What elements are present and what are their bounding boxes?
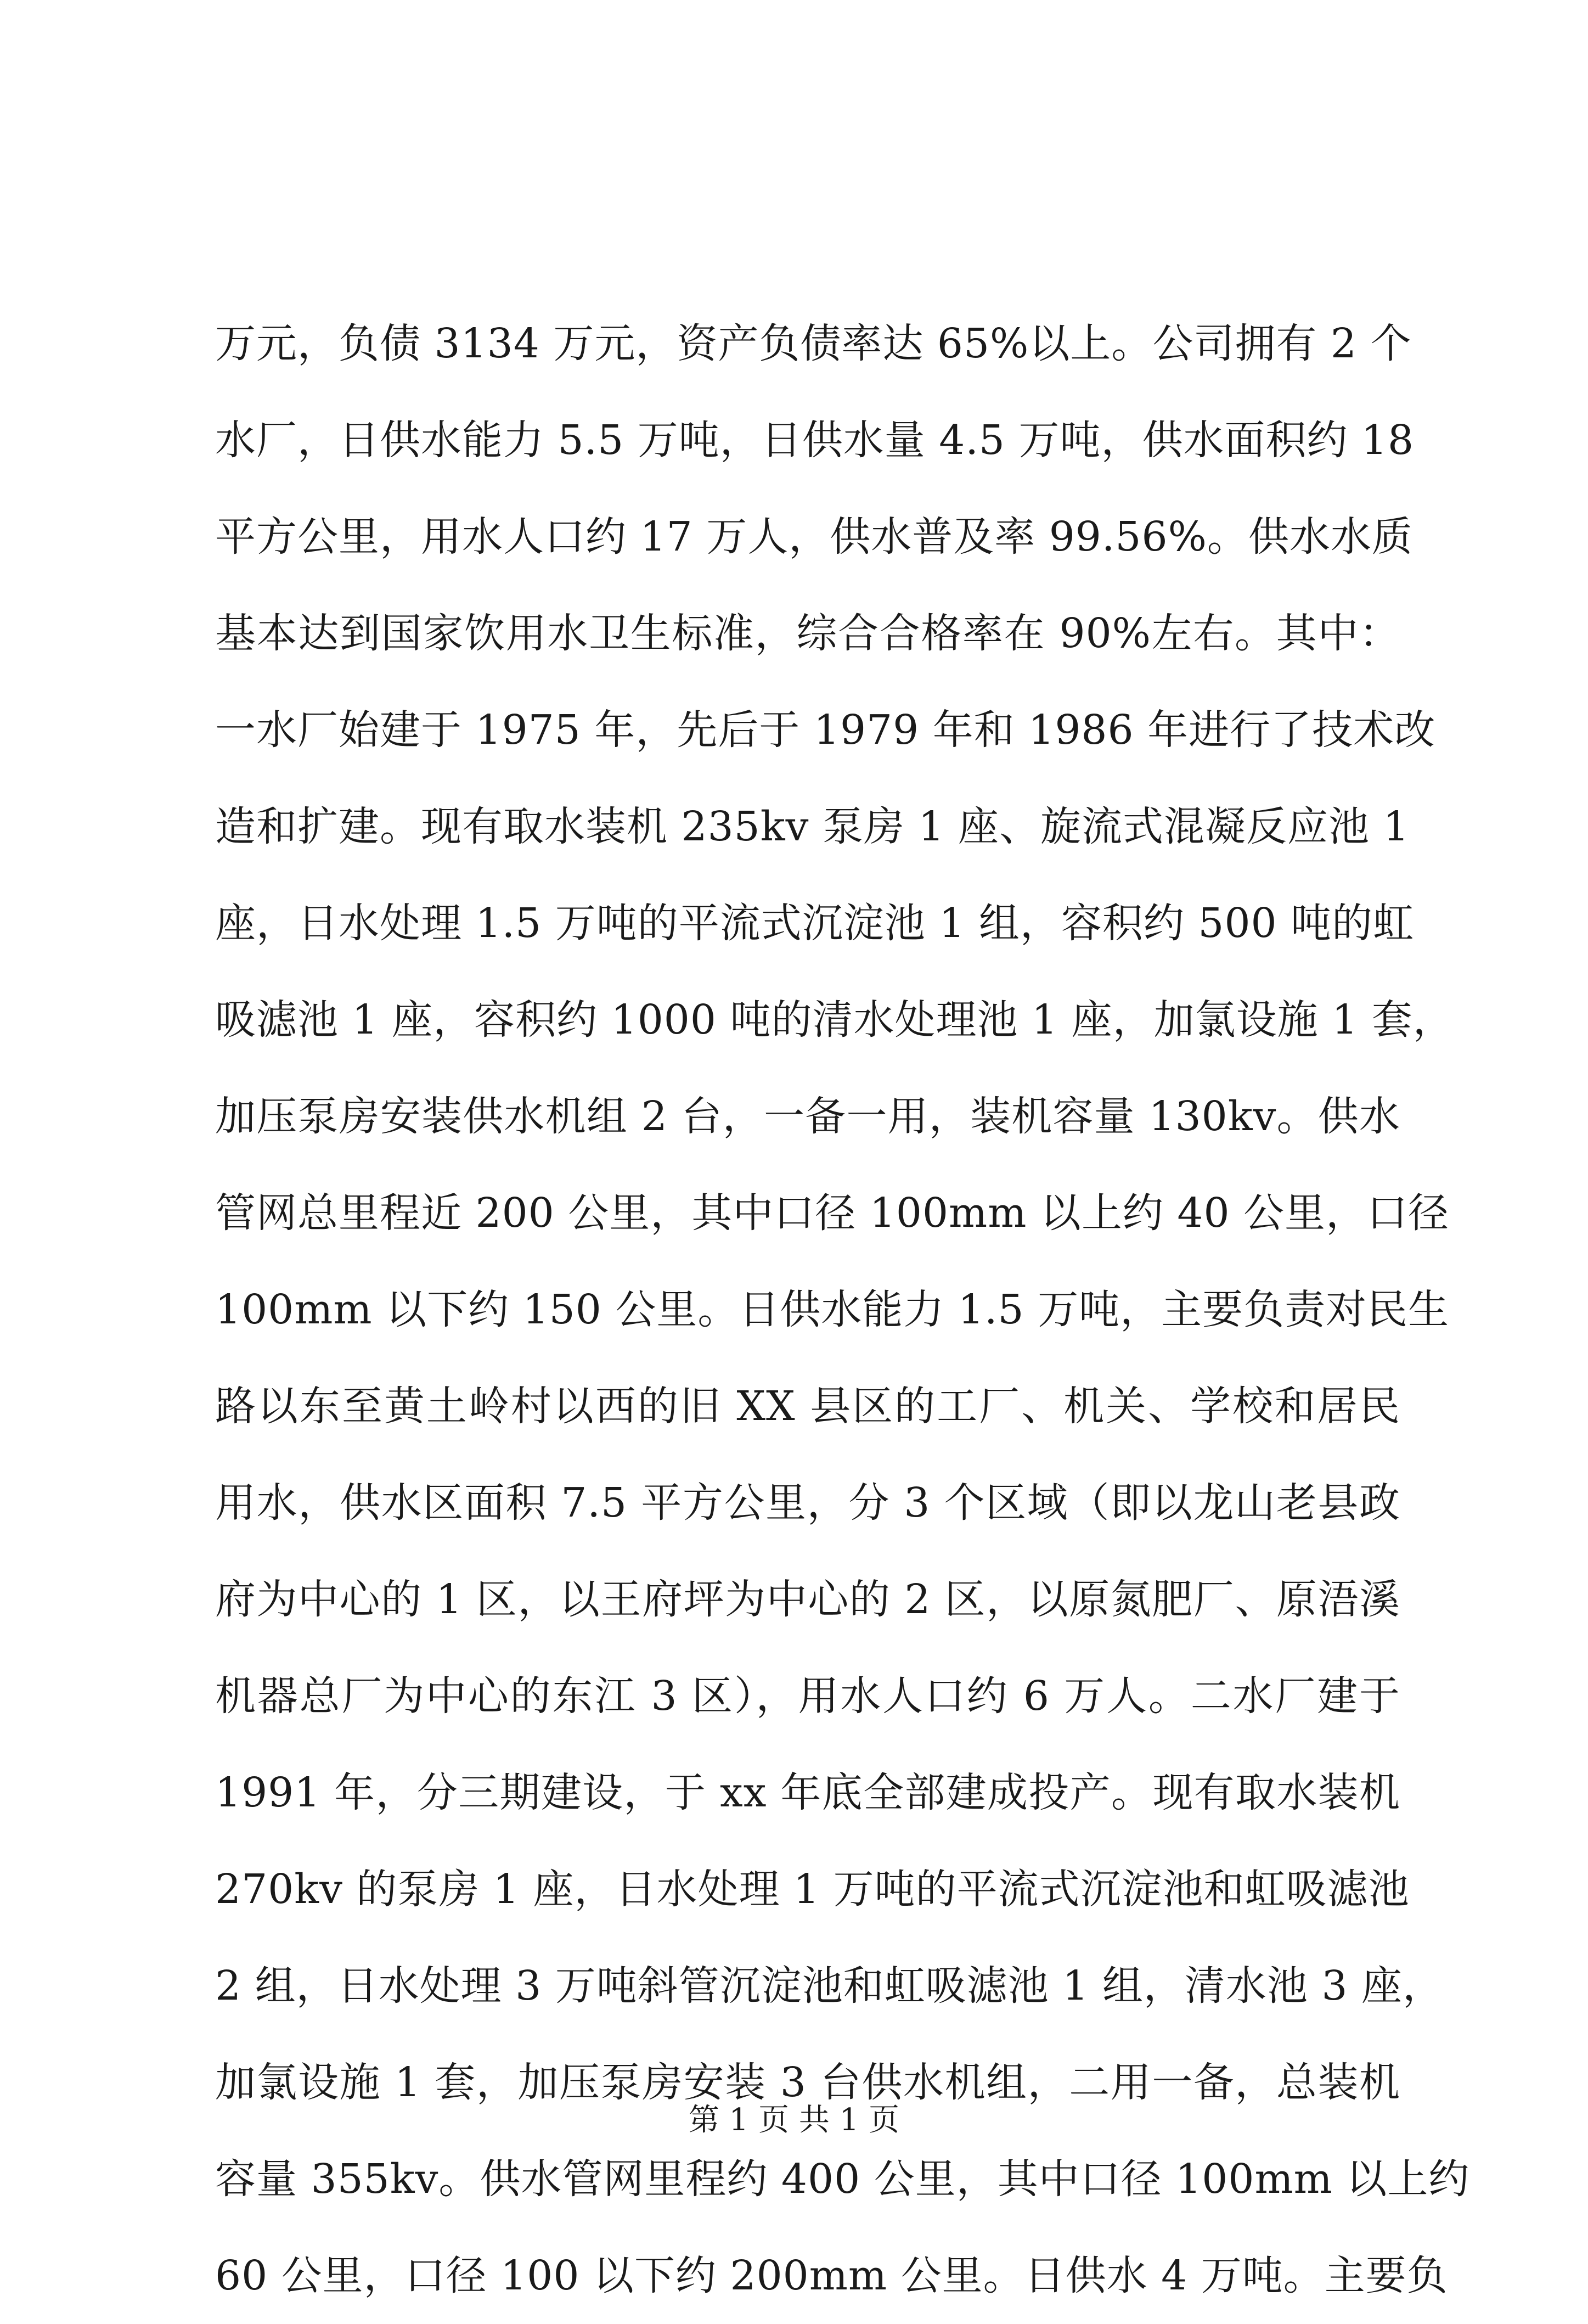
text-line: 容量 355kv。供水管网里程约 400 公里，其中口径 100mm 以上约: [215, 2155, 1470, 2203]
text-line: 基本达到国家饮用水卫生标准，综合合格率在 90%左右。其中：: [215, 610, 1400, 657]
text-line: 吸滤池 1 座，容积约 1000 吨的清水处理池 1 座，加氯设施 1 套，: [215, 996, 1454, 1043]
text-line: 加氯设施 1 套，加压泵房安装 3 台供水机组，二用一备，总装机: [215, 2059, 1400, 2106]
page-number-label: 第 1 页 共 1 页: [688, 2102, 900, 2138]
text-line: 60 公里，口径 100 以下约 200mm 公里。日供水 4 万吨。主要负: [215, 2252, 1448, 2299]
text-line: 造和扩建。现有取水装机 235kv 泵房 1 座、旋流式混凝反应池 1: [215, 803, 1410, 850]
text-line: 100mm 以下约 150 公里。日供水能力 1.5 万吨，主要负责对民生: [215, 1286, 1450, 1333]
text-line: 用水，供水区面积 7.5 平方公里，分 3 个区域（即以龙山老县政: [215, 1479, 1400, 1526]
text-line: 平方公里，用水人口约 17 万人，供水普及率 99.56%。供水水质: [215, 513, 1413, 560]
text-line: 府为中心的 1 区，以王府坪为中心的 2 区，以原氮肥厂、原浯溪: [215, 1576, 1400, 1623]
text-line: 一水厂始建于 1975 年，先后于 1979 年和 1986 年进行了技术改: [215, 706, 1436, 754]
text-line: 加压泵房安装供水机组 2 台，一备一用，装机容量 130kv。供水: [215, 1093, 1400, 1140]
text-line: 270kv 的泵房 1 座，日水处理 1 万吨的平流式沉淀池和虹吸滤池: [215, 1866, 1410, 1913]
text-line: 管网总里程近 200 公里，其中口径 100mm 以上约 40 公里，口径: [215, 1189, 1450, 1237]
text-line: 1991 年，分三期建设，于 xx 年底全部建成投产。现有取水装机: [215, 1769, 1400, 1816]
text-line: 路以东至黄土岭村以西的旧 XX 县区的工厂、机关、学校和居民: [215, 1383, 1400, 1430]
text-line: 座，日水处理 1.5 万吨的平流式沉淀池 1 组，容积约 500 吨的虹: [215, 900, 1415, 947]
text-line: 万元，负债 3134 万元，资产负债率达 65%以上。公司拥有 2 个: [215, 320, 1412, 367]
page-footer: [0, 2101, 1588, 2140]
text-line: 水厂，日供水能力 5.5 万吨，日供水量 4.5 万吨，供水面积约 18: [215, 417, 1415, 464]
body-text: [215, 295, 1470, 2324]
text-line: 2 组，日水处理 3 万吨斜管沉淀池和虹吸滤池 1 组，清水池 3 座，: [215, 1962, 1444, 2009]
text-line: 机器总厂为中心的东江 3 区），用水人口约 6 万人。二水厂建于: [215, 1672, 1400, 1720]
